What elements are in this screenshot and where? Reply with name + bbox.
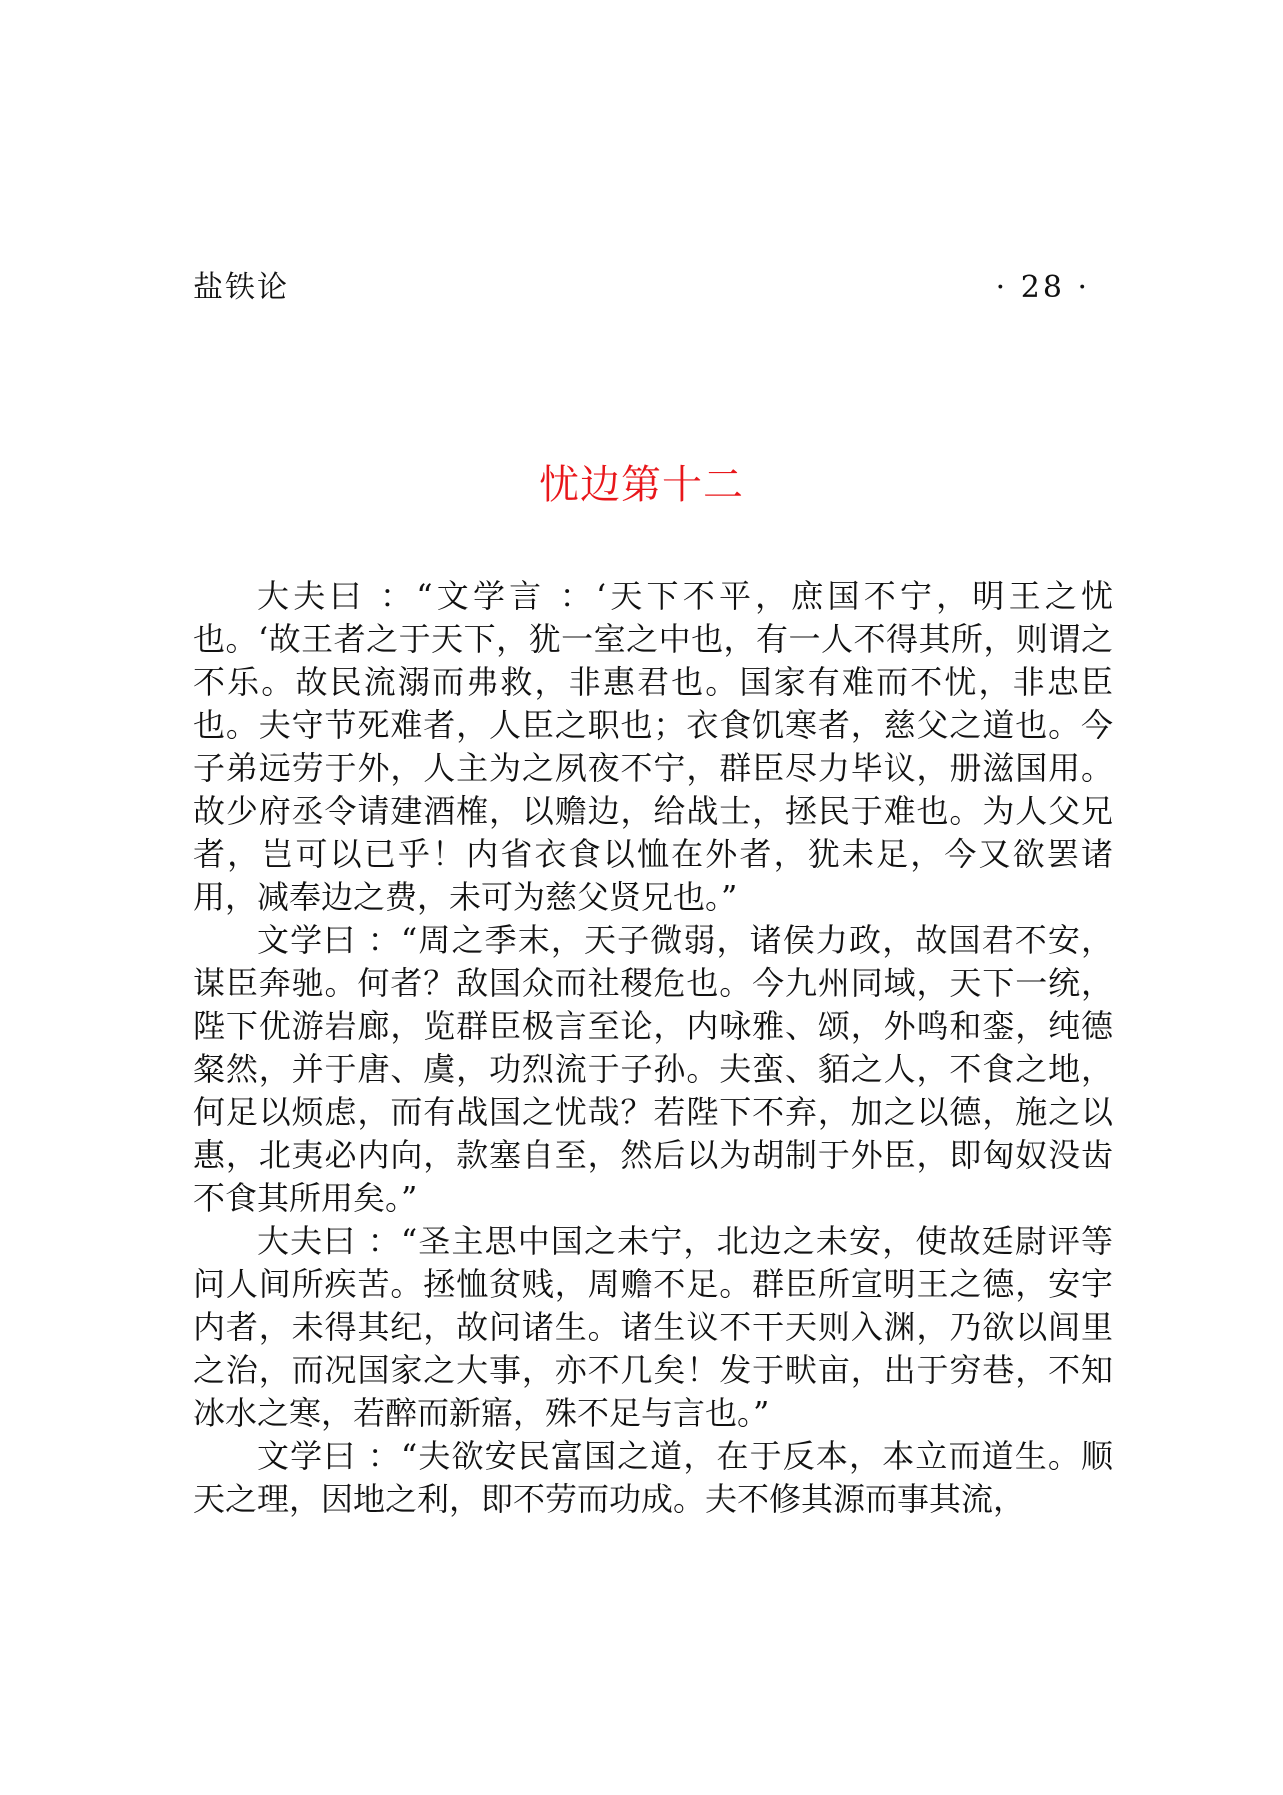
body-text <box>193 575 1113 1521</box>
chapter-title: 忧边第十二 <box>539 462 744 508</box>
page-number: · 28 · <box>995 270 1090 305</box>
paragraph-2: 文学曰 ：“周之季末，天子微弱，诸侯力政，故国君不安，谋臣奔驰。何者？敌国众而社稷危也。今九州同域，天下一统，陛下优游岩廊，览群臣极言至论，内咏雅、颂，外鸣和銮，纯德粲然，并于唐、虞，功烈流于子孙。夫蛮、貊之人，不食之地，何足以烦虑，而有战国之忧哉？若陛下不弃，加之以德，施之以惠，北夷必内向，款塞自至，然后以为胡制于外臣，即匈奴没齿不食其所用矣。” <box>193 921 1113 1217</box>
paragraph-1: 大夫曰 ：“文学言 ：‘天下不平，庶国不宁，明王之忧也。‘故王者之于天下，犹一室之中也，有一人不得其所，则谓之不乐。故民流溺而弗救，非惠君也。国家有难而不忧，非忠臣也。夫守节死难者，人臣之职也；衣食饥寒者，慈父之道也。今子弟远劳于外，人主为之夙夜不宁，群臣尽力毕议，册滋国用。故少府丞令请建酒榷，以赡边，给战士，拯民于难也。为人父兄者，岂可以已乎！内省衣食以恤在外者，犹未足，今又欲罢诸用，减奉边之费，未可为慈父贤兄也。” <box>193 577 1113 916</box>
book-title: 盐铁论 <box>193 270 289 305</box>
paragraph-4: 文学曰 ：“夫欲安民富国之道，在于反本，本立而道生。顺天之理，因地之利，即不劳而功成。夫不修其源而事其流， <box>193 1437 1113 1518</box>
paragraph-3: 大夫曰 ：“圣主思中国之未宁，北边之未安，使故廷尉评等问人间所疾苦。拯恤贫贱，周赡不足。群臣所宣明王之德，安宇内者，未得其纪，故问诸生。诸生议不干天则入渊，乃欲以闾里之治，而况国家之大事，亦不几矣！发于畎亩，出于穷巷，不知冰水之寒，若醉而新寤，殊不足与言也。” <box>193 1222 1113 1432</box>
